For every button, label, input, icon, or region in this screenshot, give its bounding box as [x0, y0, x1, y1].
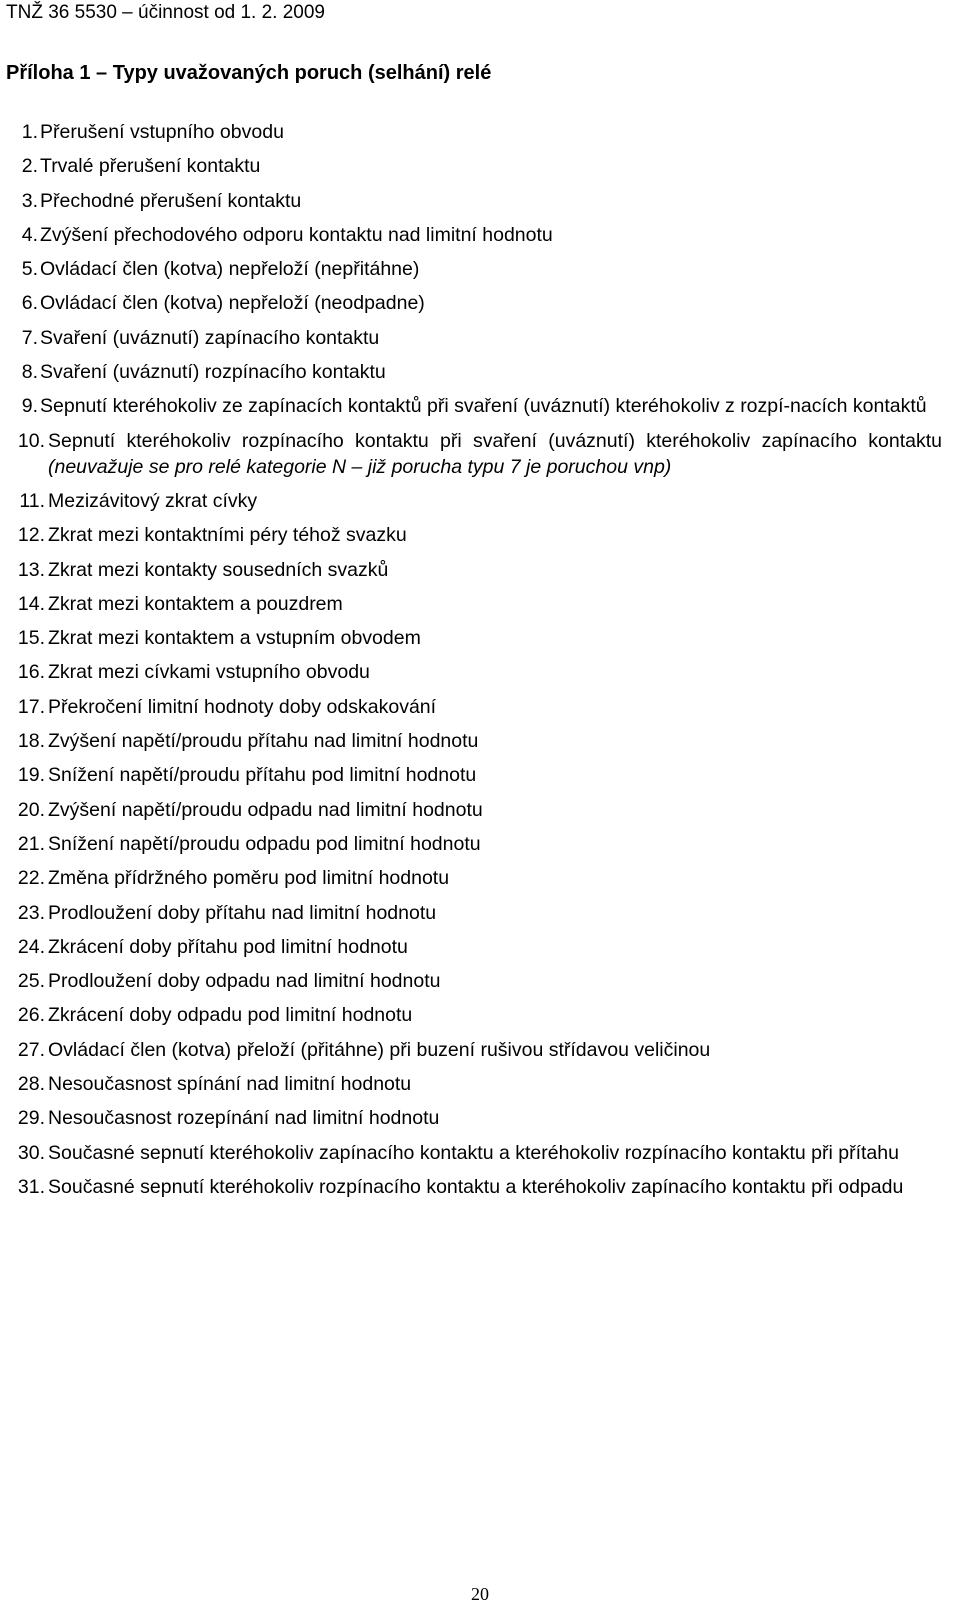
list-item — [0, 1174, 942, 1200]
item-text: Nesoučasnost spínání nad limitní hodnotu — [48, 1073, 412, 1096]
list-item — [0, 797, 942, 823]
list-item — [0, 659, 942, 685]
item-number: 25. — [17, 970, 45, 993]
item-text: Zkrat mezi kontakty sousedních svazků — [48, 558, 389, 581]
list-item — [0, 865, 942, 891]
item-number: 23. — [17, 901, 45, 924]
item-text: Trvalé přerušení kontaktu — [40, 155, 261, 178]
item-text: Snížení napětí/proudu odpadu pod limitní hodnotu — [48, 832, 481, 855]
list-item — [0, 256, 942, 282]
item-note: (neuvažuje se pro relé kategorie N – již porucha typu 7 je poruchou vnp) — [48, 455, 672, 478]
item-number: 4. — [21, 223, 38, 246]
item-number: 5. — [21, 258, 38, 281]
item-number: 16. — [17, 661, 45, 684]
item-text: Překročení limitní hodnoty doby odskakování — [48, 695, 437, 718]
item-number: 28. — [17, 1073, 45, 1096]
item-text: Současné sepnutí kteréhokoliv zapínacího kontaktu a kteréhokoliv rozpínacího kontaktu při přítahu — [48, 1141, 899, 1164]
list-item — [0, 393, 942, 419]
list-item — [0, 1037, 942, 1063]
item-number: 29. — [17, 1107, 45, 1130]
list-item — [0, 1140, 942, 1166]
item-number: 2. — [21, 155, 38, 178]
list-item — [0, 325, 942, 351]
item-text: Současné sepnutí kteréhokoliv rozpínacího kontaktu a kteréhokoliv zapínacího kontaktu při odpadu — [48, 1175, 904, 1198]
item-text: Zvýšení napětí/proudu odpadu nad limitní hodnotu — [48, 798, 483, 821]
list-item — [0, 488, 942, 514]
item-text: Zkrat mezi kontaktem a vstupním obvodem — [48, 627, 421, 650]
list-item — [0, 728, 942, 754]
item-number: 10. — [17, 429, 45, 452]
item-number: 7. — [21, 326, 38, 349]
item-text: Prodloužení doby odpadu nad limitní hodnotu — [48, 970, 441, 993]
item-number: 12. — [17, 524, 45, 547]
list-item — [0, 557, 942, 583]
list-item — [0, 831, 942, 857]
item-number: 21. — [17, 832, 45, 855]
item-text: Svaření (uváznutí) rozpínacího kontaktu — [40, 361, 386, 384]
item-number: 1. — [21, 121, 38, 143]
item-number: 31. — [17, 1175, 45, 1198]
item-text: Přerušení vstupního obvodu — [40, 121, 284, 143]
list-item — [0, 153, 942, 179]
item-text: Ovládací člen (kotva) nepřeloží (neodpadne) — [40, 292, 425, 315]
item-text: Sepnutí kteréhokoliv ze zapínacích kontaktů při svaření (uváznutí) kteréhokoliv z rozpí-nacích kontaktů — [40, 395, 927, 418]
item-text: Prodloužení doby přítahu nad limitní hodnotu — [48, 901, 437, 924]
item-text: Svaření (uváznutí) zapínacího kontaktu — [40, 326, 380, 349]
item-number: 3. — [21, 189, 38, 212]
item-text: Zkrat mezi cívkami vstupního obvodu — [48, 661, 370, 684]
item-number: 8. — [21, 361, 38, 384]
item-number: 22. — [17, 867, 45, 890]
list-item — [0, 290, 942, 316]
item-number: 20. — [17, 798, 45, 821]
item-text: Zkrácení doby odpadu pod limitní hodnotu — [48, 1004, 413, 1027]
list-item — [0, 968, 942, 994]
item-number: 6. — [21, 292, 38, 315]
list-item — [0, 359, 942, 385]
item-text: Mezizávitový zkrat cívky — [48, 489, 258, 512]
item-text: Zvýšení přechodového odporu kontaktu nad limitní hodnotu — [40, 223, 553, 246]
item-text: Ovládací člen (kotva) nepřeloží (nepřitáhne) — [40, 258, 420, 281]
list-item — [0, 222, 942, 248]
list-item — [0, 522, 942, 548]
document-header: TNŽ 36 5530 – účinnost od 1. 2. 2009 — [6, 2, 325, 23]
list-item — [0, 625, 942, 651]
item-text: Sepnutí kteréhokoliv rozpínacího kontaktu při svaření (uváznutí) kteréhokoliv zapínacího kontaktu — [48, 429, 942, 452]
item-number: 11. — [19, 489, 45, 512]
item-text: Přechodné přerušení kontaktu — [40, 189, 302, 212]
list-item — [0, 1105, 942, 1131]
item-number: 13. — [17, 558, 45, 581]
item-text: Zkrat mezi kontaktem a pouzdrem — [48, 592, 343, 615]
item-text: Změna přídržného poměru pod limitní hodnotu — [48, 867, 450, 890]
item-text: Nesoučasnost rozepínání nad limitní hodnotu — [48, 1107, 440, 1130]
item-text: Zkrat mezi kontaktními péry téhož svazku — [48, 524, 407, 547]
list-item — [0, 1002, 942, 1028]
annex-title: Příloha 1 – Typy uvažovaných poruch (selhání) relé — [6, 62, 492, 84]
item-number: 26. — [17, 1004, 45, 1027]
item-number: 30. — [17, 1141, 45, 1164]
list-item — [0, 188, 942, 214]
item-text: Zkrácení doby přítahu pod limitní hodnotu — [48, 935, 408, 958]
item-number: 14. — [17, 592, 45, 615]
page-number: 20 — [471, 1584, 489, 1604]
list-item — [0, 591, 942, 617]
list-item — [0, 694, 942, 720]
list-item — [0, 934, 942, 960]
list-item — [0, 762, 942, 788]
item-number: 19. — [17, 764, 45, 787]
failure-type-list — [0, 119, 942, 1208]
item-number: 17. — [17, 695, 45, 718]
list-item — [0, 900, 942, 926]
item-number: 15. — [17, 627, 45, 650]
item-text: Zvýšení napětí/proudu přítahu nad limitní hodnotu — [48, 730, 479, 753]
item-text: Snížení napětí/proudu přítahu pod limitní hodnotu — [48, 764, 477, 787]
item-number: 18. — [17, 730, 45, 753]
item-text: Ovládací člen (kotva) přeloží (přitáhne) při buzení rušivou střídavou veličinou — [48, 1038, 711, 1061]
item-number: 9. — [21, 395, 38, 418]
item-number: 24. — [17, 935, 45, 958]
list-item — [0, 1071, 942, 1097]
item-number: 27. — [17, 1038, 45, 1061]
list-item — [0, 428, 942, 480]
list-item — [0, 119, 942, 145]
